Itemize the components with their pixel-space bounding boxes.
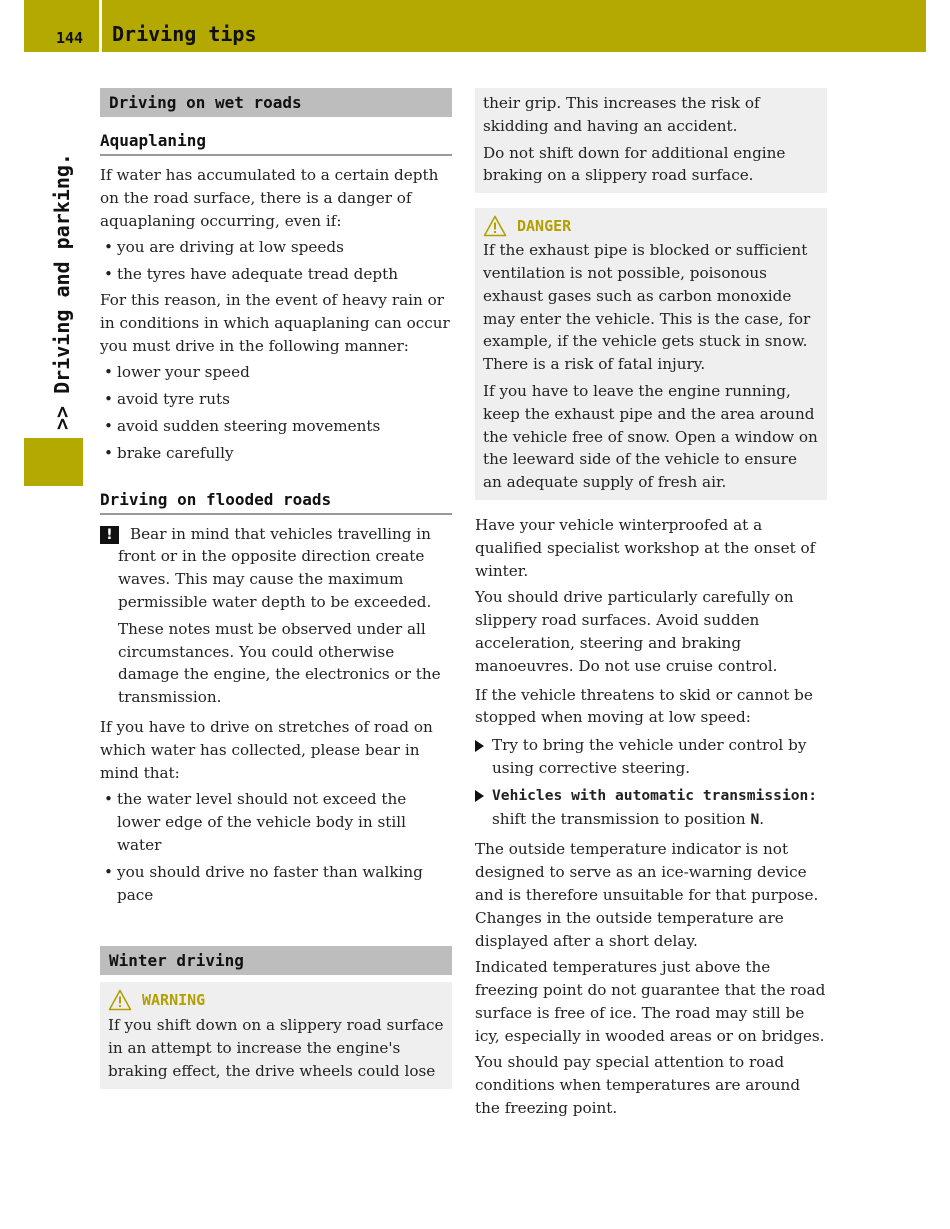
- step-text: Try to bring the vehicle under control by using corrective steering.: [492, 736, 807, 777]
- page-header: [24, 0, 926, 52]
- temps-paragraph: Indicated temperatures just above the freezing point do not guarantee that the road surface is free of ice. The road may still be icy, especially in wooded areas or on bridges.: [475, 958, 826, 1045]
- aquaplaning-intro: If water has accumulated to a certain depth on the road surface, there is a danger of aquaplaning occurring, even if:: [100, 166, 439, 230]
- aquaplaning-conditions: [100, 236, 452, 286]
- aquaplaning-reason: For this reason, in the event of heavy rain or in conditions in which aquaplaning can occur you must drive in the following manner:: [100, 290, 450, 355]
- step-arrow-icon: [475, 740, 484, 752]
- warning-label: WARNING: [142, 991, 206, 1010]
- list-item: • avoid tyre ruts: [100, 388, 452, 411]
- step-item: [475, 734, 827, 780]
- warning-cont-p2: Do not shift down for additional engine braking on a slippery road surface.: [483, 143, 786, 185]
- step-text: shift the transmission to position: [492, 809, 746, 828]
- list-item: • lower your speed: [100, 361, 452, 384]
- attention-paragraph: You should pay special attention to road conditions when temperatures are around the freezing point.: [475, 1053, 801, 1118]
- step-bold-text: Vehicles with automatic transmission:: [492, 786, 818, 804]
- flooded-note: [100, 523, 452, 709]
- skid-paragraph: If the vehicle threatens to skid or cannot be stopped when moving at low speed:: [475, 685, 813, 727]
- warning-text: If you shift down on a slippery road surface in an attempt to increase the engine's braking effect, the drive wheels could lose: [108, 1016, 444, 1080]
- temp-indicator-paragraph: The outside temperature indicator is not designed to serve as an ice-warning device and is therefore unsuitable for that purpose. Changes in the outside temperature are displayed after a short delay.: [475, 840, 819, 950]
- danger-header: [483, 214, 819, 238]
- list-item: • the water level should not exceed the lower edge of the vehicle body in still water: [100, 788, 452, 856]
- step-arrow-icon: [475, 790, 484, 802]
- side-chapter-label: >> Driving and parking.: [50, 153, 74, 430]
- warning-header: [108, 988, 444, 1012]
- list-item: • you are driving at low speeds: [100, 236, 452, 259]
- side-tab-marker: [24, 438, 83, 486]
- list-item: • you should drive no faster than walking pace: [100, 861, 452, 907]
- right-column: [475, 88, 827, 1120]
- flooded-roads-heading: Driving on flooded roads: [100, 489, 452, 515]
- gear-position: N: [750, 810, 760, 828]
- exclamation-icon: !: [100, 526, 119, 544]
- flooded-points: [100, 788, 452, 906]
- list-item: • brake carefully: [100, 442, 452, 465]
- header-divider: [99, 0, 102, 52]
- skid-steps: [475, 734, 827, 831]
- warning-triangle-icon: [483, 215, 507, 237]
- danger-label: DANGER: [517, 217, 572, 236]
- careful-paragraph: You should drive particularly carefully on slippery road surfaces. Avoid sudden acceleration, steering and braking manoeuvres. Do not use cruise control.: [475, 588, 794, 675]
- warning-triangle-icon: [108, 989, 132, 1011]
- list-item: • the tyres have adequate tread depth: [100, 263, 452, 286]
- list-item: • avoid sudden steering movements: [100, 415, 452, 438]
- page-number: 144: [56, 29, 84, 47]
- warning-cont-p1: their grip. This increases the risk of skidding and having an accident.: [483, 94, 760, 135]
- section-title-winter: Winter driving: [100, 946, 452, 975]
- danger-box: [475, 208, 827, 500]
- flooded-note-p2: These notes must be observed under all circumstances. You could otherwise damage the engine, the electronics or the transmission.: [118, 619, 441, 707]
- step-item: [475, 784, 827, 832]
- aquaplaning-heading: Aquaplaning: [100, 130, 452, 156]
- warning-continued-box: [475, 88, 827, 193]
- winterproof-paragraph: Have your vehicle winterproofed at a qualified specialist workshop at the onset of winter.: [475, 515, 816, 580]
- flooded-intro: If you have to drive on stretches of road on which water has collected, please bear in mind that:: [100, 717, 433, 782]
- section-title-wet-roads: Driving on wet roads: [100, 88, 452, 117]
- danger-p2: If you have to leave the engine running, keep the exhaust pipe and the area around the vehicle free of snow. Open a window on the leeward side of the vehicle to ensure an adequate supply of fresh air.: [483, 381, 818, 492]
- page-title: Driving tips: [112, 22, 257, 46]
- left-column: [100, 88, 452, 1089]
- danger-p1: If the exhaust pipe is blocked or sufficient ventilation is not possible, poisonous exhaust gases such as carbon monoxide may enter the vehicle. This is the case, for example, if the vehicle gets stuck in snow. There is a risk of fatal injury.: [483, 241, 811, 374]
- step-end: .: [759, 809, 765, 828]
- winter-warning-box: [100, 982, 452, 1088]
- aquaplaning-actions: [100, 361, 452, 464]
- flooded-note-p1: Bear in mind that vehicles travelling in front or in the opposite direction create waves. This may cause the maximum permissible water depth to be exceeded.: [118, 524, 432, 611]
